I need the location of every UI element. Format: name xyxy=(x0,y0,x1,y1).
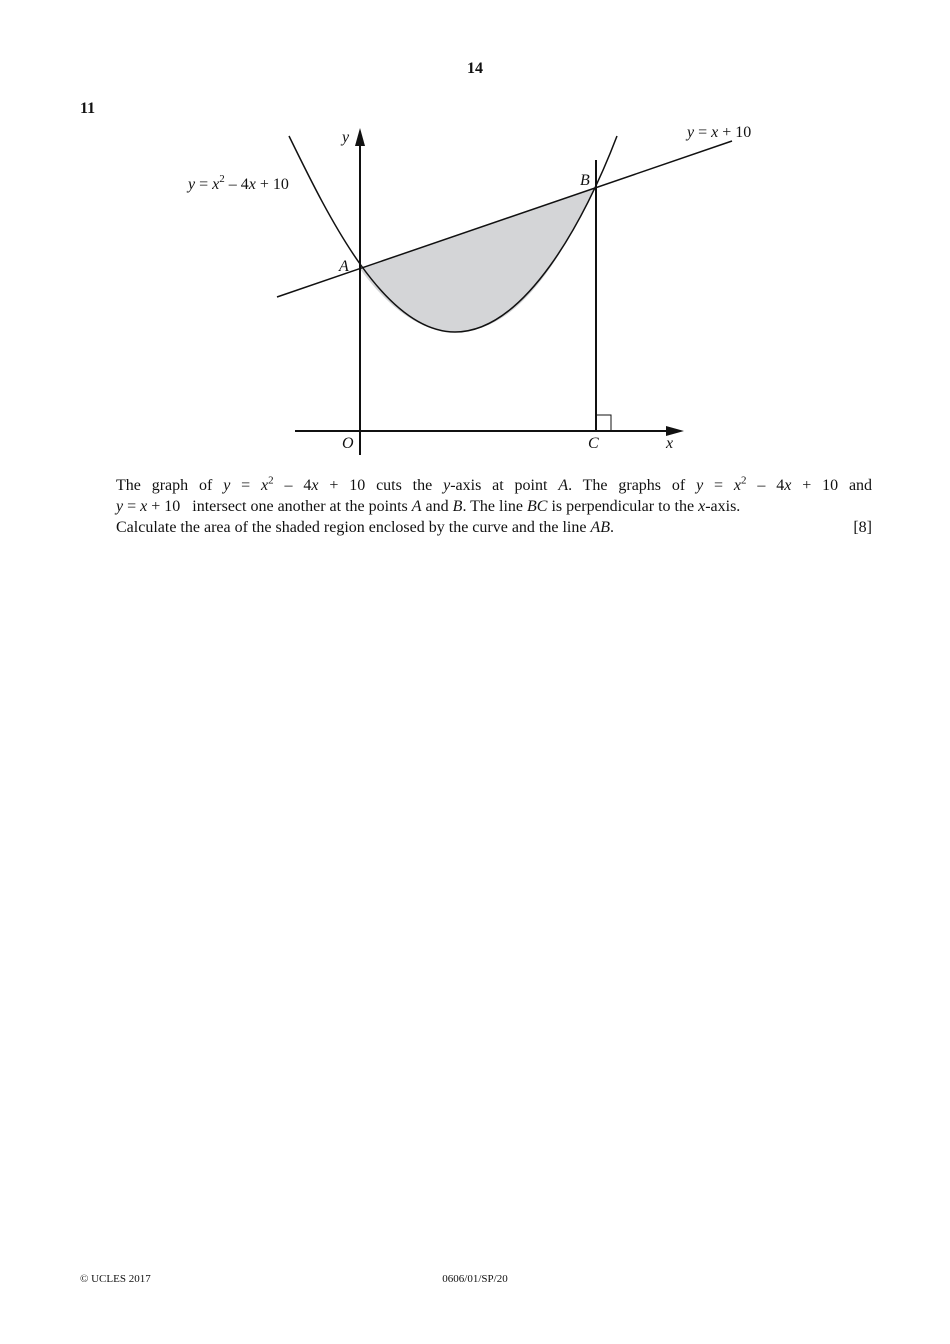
marks-allocation: [8] xyxy=(853,519,872,536)
y-axis-arrow xyxy=(355,128,365,146)
question-line-3: Calculate the area of the shaded region enclosed by the curve and the line AB. [8] xyxy=(116,519,872,536)
question-number: 11 xyxy=(80,100,96,117)
origin-label: O xyxy=(342,435,354,452)
paper-code-footer: 0606/01/SP/20 xyxy=(442,1273,508,1285)
copyright-footer: © UCLES 2017 xyxy=(80,1273,151,1285)
right-angle-marker xyxy=(596,415,611,431)
x-axis-label: x xyxy=(666,435,674,452)
shaded-region xyxy=(360,187,596,332)
point-a-label: A xyxy=(339,258,349,275)
question-text xyxy=(116,475,872,538)
question-line-1: The graph of $y = x^2 - 4x + 10$ cuts the y-axis at point A. The graphs of $y = x^2 - 4x + 10$ and xyxy=(116,474,873,494)
question-line-2: y = x + 10 intersect one another at the points A and B. The line BC is perpendicular to the x-axis. xyxy=(116,498,741,515)
graph-figure xyxy=(0,0,950,470)
curve-equation-label: $y = x^2 - 4x + 10$ xyxy=(188,173,289,193)
point-c-label: C xyxy=(588,435,599,452)
line-equation-label: y = x + 10 xyxy=(687,124,752,141)
y-axis-label: y xyxy=(342,129,350,146)
page-number: 14 xyxy=(467,60,483,77)
point-b-label: B xyxy=(580,172,590,189)
